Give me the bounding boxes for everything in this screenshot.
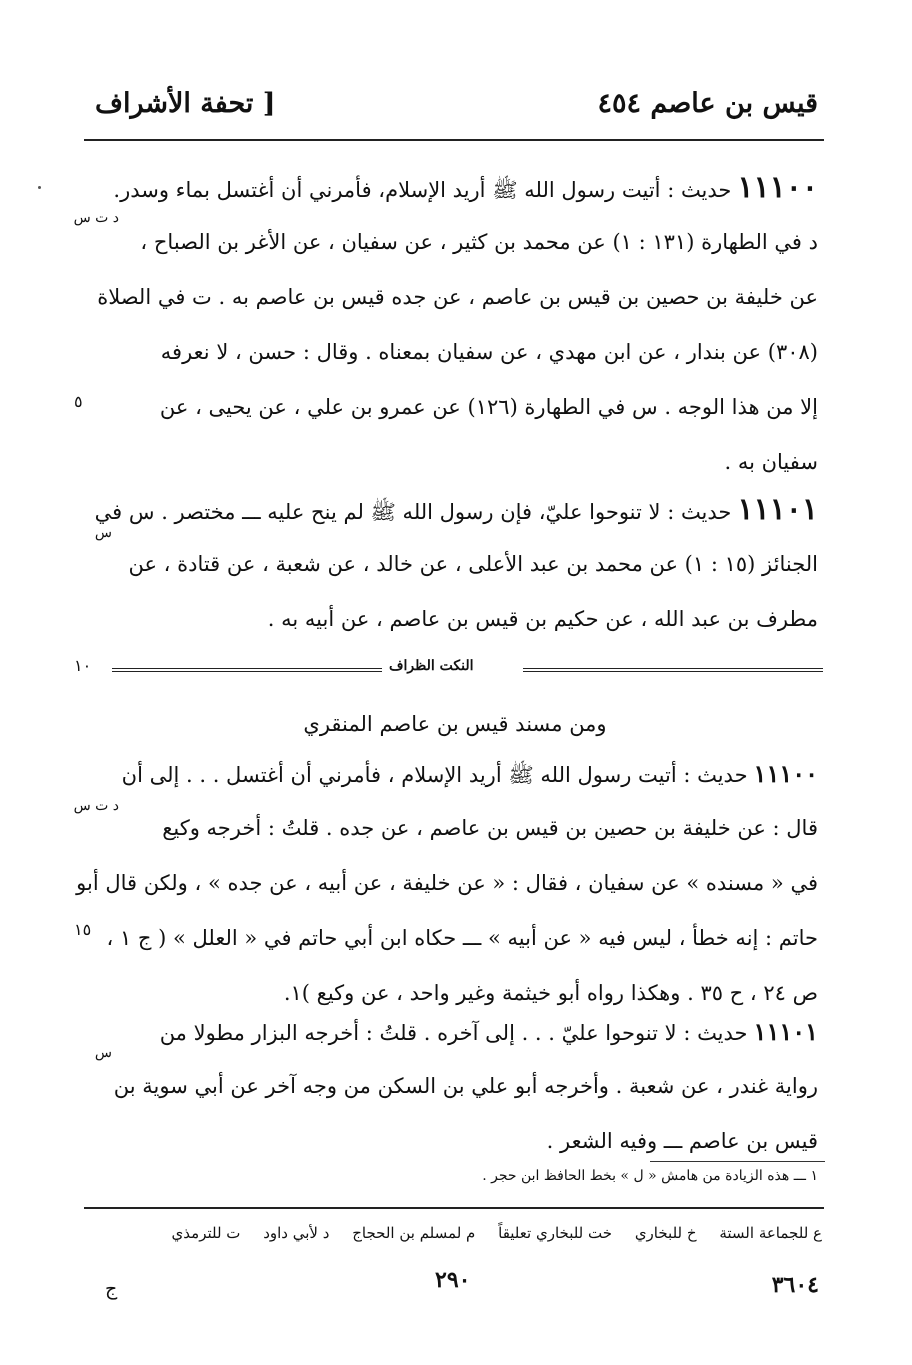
divider-label: النكت الظراف bbox=[389, 658, 474, 674]
text-line: سفيان به . bbox=[724, 450, 818, 474]
legend-item: ت للترمذي bbox=[171, 1224, 241, 1242]
page-number: ٢٩٠ bbox=[435, 1267, 471, 1293]
hadith-number: ١١١٠٠ bbox=[737, 170, 818, 205]
text-line: ١١١٠١حديث : لا تنوحوا عليّ . . . إلى آخره . قلتُ : أخرجه البزار مطولا من bbox=[159, 1017, 818, 1046]
side-marker: س bbox=[94, 525, 112, 541]
text-line: حاتم : إنه خطأ ، ليس فيه « عن أبيه » ـــ حكاه ابن أبي حاتم في « العلل » ( ج ١ ، bbox=[106, 926, 818, 950]
legend-item: م لمسلم بن الحجاج bbox=[352, 1224, 476, 1242]
speck-mark bbox=[38, 186, 41, 189]
text-line: ١١١٠٠حديث : أتيت رسول الله ﷺ أريد الإسلام، فأمرني أن أغتسل بماء وسدر. bbox=[113, 170, 818, 205]
text-line: إلا من هذا الوجه . س في الطهارة (١٢٦) عن عمرو بن علي ، عن يحيى ، عن bbox=[159, 395, 818, 419]
hadith-11100 bbox=[97, 160, 818, 490]
side-marker: د ت س bbox=[73, 210, 119, 226]
running-head-right: قيس بن عاصم ٤٥٤ bbox=[597, 88, 818, 119]
footnote: ١ ـــ هذه الزيادة من هامش « ل » بخط الحافظ ابن حجر . bbox=[482, 1168, 818, 1184]
legend-item: د لأبي داود bbox=[263, 1224, 330, 1242]
sigla-legend bbox=[154, 1224, 822, 1242]
legend-item: خت للبخاري تعليقاً bbox=[498, 1224, 613, 1242]
divider-rule-right bbox=[523, 668, 823, 672]
running-head-left: [ تحفة الأشراف bbox=[95, 88, 276, 119]
hadith-number: ١١١٠٠ bbox=[753, 759, 818, 788]
text-line: عن خليفة بن حصين بن قيس بن عاصم ، عن جده قيس بن عاصم به . ت في الصلاة bbox=[97, 285, 818, 309]
text-line: في « مسنده » عن سفيان ، فقال : « عن خليفة ، عن أبيه ، عن جده » ، ولكن قال أبو bbox=[76, 871, 818, 895]
line-number-15: ١٥ bbox=[74, 920, 92, 939]
volume-mark: ج bbox=[105, 1278, 118, 1300]
hadith-number: ١١١٠١ bbox=[753, 1017, 818, 1046]
page-code: ٣٦٠٤ bbox=[771, 1272, 819, 1298]
hadith-number: ١١١٠١ bbox=[737, 492, 818, 527]
text-line: الجنائز (١٥ : ١) عن محمد بن عبد الأعلى ، عن خالد ، عن شعبة ، عن قتادة ، عن bbox=[128, 552, 818, 576]
legend-rule bbox=[84, 1207, 824, 1209]
legend-item: ع للجماعة الستة bbox=[719, 1224, 822, 1242]
hadith-11101 bbox=[94, 482, 818, 647]
text-line: مطرف بن عبد الله ، عن حكيم بن قيس بن عاصم ، عن أبيه به . bbox=[267, 607, 818, 631]
text-line: ١١١٠١حديث : لا تنوحوا عليّ، فإن رسول الله ﷺ لم ينح عليه ـــ مختصر . س في bbox=[94, 492, 818, 527]
line-number-10: ١٠ bbox=[74, 656, 92, 675]
text-line: قيس بن عاصم ـــ وفيه الشعر . bbox=[546, 1129, 818, 1153]
text-line: ١١١٠٠حديث : أتيت رسول الله ﷺ أريد الإسلام ، فأمرني أن أغتسل . . . إلى أن bbox=[121, 759, 818, 788]
footnote-rule bbox=[650, 1161, 825, 1162]
legend-item: خ للبخاري bbox=[634, 1224, 697, 1242]
text-line: د في الطهارة (١٣١ : ١) عن محمد بن كثير ، عن سفيان ، عن الأغر بن الصباح ، bbox=[140, 230, 818, 254]
text-line: قال : عن خليفة بن حصين بن قيس بن عاصم ، عن جده . قلتُ : أخرجه وكيع bbox=[162, 816, 818, 840]
side-marker: د ت س bbox=[73, 798, 119, 814]
line-number-5: ٥ bbox=[74, 392, 83, 411]
side-marker: س bbox=[94, 1045, 112, 1061]
divider-rule-left bbox=[112, 668, 382, 672]
text-line: ص ٢٤ ، ح ٣٥ . وهكذا رواه أبو خيثمة وغير واحد ، عن وكيع )١. bbox=[283, 981, 818, 1005]
text-line: (٣٠٨) عن بندار ، عن ابن مهدي ، عن سفيان بمعناه . وقال : حسن ، لا نعرفه bbox=[160, 340, 818, 364]
nukat-11101 bbox=[113, 1004, 818, 1169]
section-heading: ومن مسند قيس بن عاصم المنقري bbox=[303, 712, 607, 736]
header-rule bbox=[84, 139, 824, 141]
text-line: رواية غندر ، عن شعبة . وأخرجه أبو علي بن السكن من وجه آخر عن أبي سوية بن bbox=[113, 1074, 818, 1098]
